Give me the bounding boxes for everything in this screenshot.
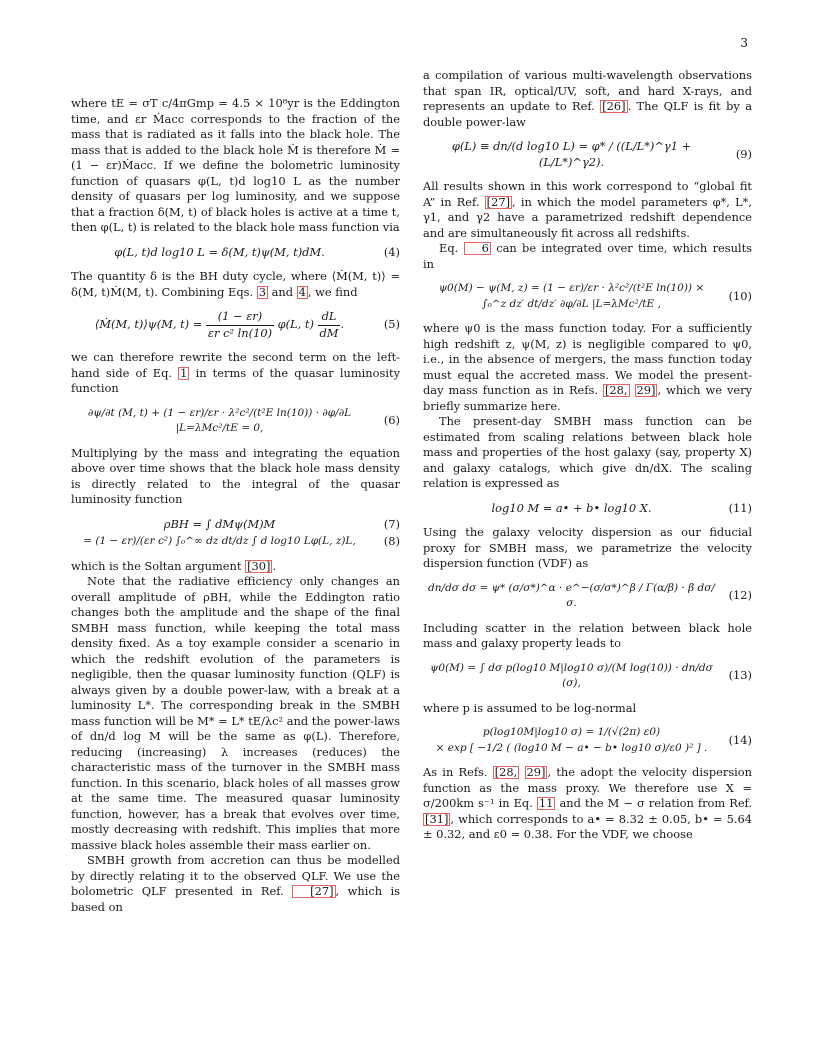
equation-6: ∂ψ/∂t (M, t) + (1 − εr)/εr · λ²c²/(t²E ln(10)) · ∂φ/∂L |L=λMc²/tE = 0, (6) bbox=[87, 406, 400, 434]
citation-link[interactable]: [28, bbox=[494, 765, 518, 779]
paragraph: Eq. 6 can be integrated over time, which results in bbox=[423, 241, 753, 271]
equation-9: φ(L) ≡ dn/(d log10 L) = φ* / ((L/L*)^γ1 + (L/L*)^γ2). (9) bbox=[451, 139, 752, 169]
paragraph: Using the galaxy velocity dispersion as our fiducial proxy for SMBH mass, we parametrize the velocity dispersion function (VDF) as bbox=[423, 525, 752, 570]
equation-8: = (1 − εr)/(εr c²) ∫₀^∞ dz dt/dz ∫ d log10 Lφ(L, z)L, (8) bbox=[83, 534, 400, 548]
paragraph: Including scatter in the relation between black hole mass and galaxy property leads to bbox=[423, 620, 752, 650]
paragraph: All results shown in this work correspond to “global fit A” in Ref. [27] , in which the model parameters φ*, L*, γ1, and γ2 have a parametrized redshift dependence and are simultaneously fit across all redshifts. bbox=[423, 179, 752, 240]
page-number: 3 bbox=[740, 36, 748, 50]
paragraph: Note that the radiative efficiency only changes an overall amplitude of ρBH, while the Eddington ratio changes both the amplitude and the shape of the final SMBH mass function, while keeping the total mass density fixed. As a toy example consider a scenario in which the redshift evolution of the parameters is negligible, then the quasar luminosity function (QLF) is always given by a double power-law, with a break at a luminosity L*. The corresponding break in the SMBH mass function will be M* = L* tE/λc² and the power-laws of dn/d log M will be the same as φ(L). Therefore, reducing (increasing) λ increases (reduces) the characteristic mass of the turnover in the SMBH mass function. In this scenario, black holes of all masses grow at the same time. The measured quasar luminosity function, however, has a break that evolves over time, mostly decreasing with redshift. This implies that more massive black holes assemble their mass earlier on. bbox=[71, 574, 400, 852]
equation-link[interactable]: 4 bbox=[298, 284, 306, 299]
paragraph: The quantity δ is the BH duty cycle, where ⟨Ṁ(M, t)⟩ = δ(M, t)Ṁ(M, t). Combining Eqs. 3 and 4 , we find bbox=[71, 269, 400, 299]
citation-link[interactable]: [28, bbox=[604, 383, 628, 397]
right-column bbox=[423, 68, 752, 843]
citation-link[interactable]: 29] bbox=[526, 765, 546, 779]
left-column bbox=[71, 96, 400, 915]
paragraph: where p is assumed to be log-normal bbox=[423, 700, 637, 715]
equation-5: ⟨Ṁ(M, t)⟩ψ(M, t) = $\frac{(1 - \varepsilon r)}{\text{εr c² ln(10)}}$ φ(L, t) $\frac{dL}{dM}$ . (5) bbox=[94, 309, 400, 340]
citation-link[interactable]: [27] bbox=[486, 194, 511, 209]
equation-4: φ(L, t)d log10 L = δ(M, t)ψ(M, t)dM. (4) bbox=[114, 244, 400, 259]
paragraph: Multiplying by the mass and integrating the equation above over time shows that the black hole mass density is directly related to the integral of the quasar luminosity function bbox=[71, 445, 400, 506]
equation-13: ψ0(M) = ∫ dσ p(log10 M|log10 σ)/(M log(10)) · dn/dσ (σ), (13) bbox=[430, 661, 752, 689]
paragraph: where tE = σT c/4πGmp = 4.5 × 10⁸yr is the Eddington time, and εr Ṁacc corresponds to the fraction of the mass that is radiated as it falls into the black hole. The mass that is added to the black hole Ṁ is therefore Ṁ = (1 − εr)Ṁacc. If we define the bolometric luminosity function of quasars φ(L, t)d log10 L as the number density of quasars per log luminosity, and we suppose that a fraction δ(M, t) of black holes is active at a time t, then φ(L, t) is related to the black hole mass function via bbox=[71, 96, 400, 234]
citation-link[interactable]: [26] bbox=[602, 99, 626, 113]
citation-link[interactable]: [30] bbox=[247, 558, 271, 573]
paragraph: where ψ0 is the mass function today. For a sufficiently high redshift z, ψ(M, z) is negligible compared to ψ0, i.e., in the absence of mergers, the mass function today must equal the accreted mass. We model the present-day mass function as in Refs. [28, 29] , which we very briefly summarize here. bbox=[423, 321, 753, 413]
paragraph: SMBH growth from accretion can thus be modelled by directly relating it to the observed QLF. We use the bolometric QLF presented in Ref. [27] , which is based on bbox=[71, 853, 401, 914]
equation-link[interactable]: 11 bbox=[538, 796, 554, 810]
paragraph: which is the Sołtan argument [30] . bbox=[71, 558, 277, 573]
citation-link[interactable]: [27] bbox=[292, 885, 335, 898]
equation-link[interactable]: 1 bbox=[180, 365, 188, 380]
paragraph: we can therefore rewrite the second term on the left-hand side of Eq. 1 in terms of the quasar luminosity function bbox=[71, 350, 401, 395]
equation-11: log10 M = a• + b• log10 X. (11) bbox=[491, 500, 752, 515]
equation-12: dn/dσ dσ = ψ* (σ/σ*)^α · e^−(σ/σ*)^β / Γ(α/β) · β dσ/σ. (12) bbox=[428, 581, 752, 609]
citation-link[interactable]: 29] bbox=[636, 383, 656, 397]
paragraph: a compilation of various multi-wavelength observations that span IR, optical/UV, soft, and hard X-rays, and represents an update to Ref. [26] . The QLF is fit by a double power-law bbox=[423, 68, 753, 129]
equation-10: ψ0(M) − ψ(M, z) = (1 − εr)/εr · λ²c²/(t²E ln(10)) × ∫₀^z dz′ dt/dz′ ∂φ/∂L |L=λMc²/tE , (10) bbox=[438, 282, 752, 310]
equation-7: ρBH = ∫ dMψ(M)M (7) bbox=[163, 516, 400, 531]
citation-link[interactable]: [31] bbox=[425, 811, 449, 826]
equation-link[interactable]: 6 bbox=[464, 242, 491, 255]
paragraph: As in Refs. [28, 29] , the adopt the velocity dispersion function as the mass proxy. We therefore use X = σ/200km s⁻¹ in Eq. 11 and the M − σ relation from Ref. [31] , which corresponds to a• = 8.32 ± 0.05, b• = 5.64 ± 0.32, and ε0 = 0.38. For the VDF, we choose bbox=[423, 765, 752, 841]
paragraph: The present-day SMBH mass function can be estimated from scaling relations between black hole mass and properties of the host galaxy (say, property X) and galaxy catalogs, which give dn/dX. The scaling relation is expressed as bbox=[423, 414, 752, 490]
equation-link[interactable]: 3 bbox=[258, 284, 266, 299]
equation-14: p(log10M|log10 σ) = 1/(√(2π) ε0) × exp [ −1/2 ( (log10 M − a• − b• log10 σ)/ε0 )² ] . (14) bbox=[435, 726, 752, 754]
